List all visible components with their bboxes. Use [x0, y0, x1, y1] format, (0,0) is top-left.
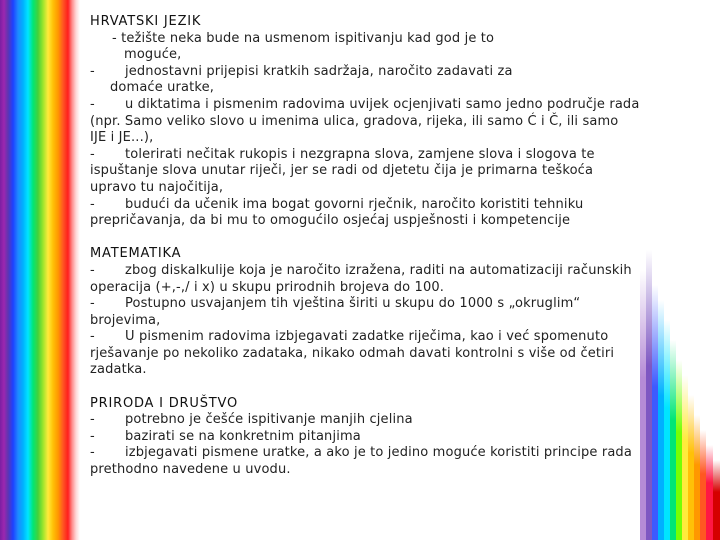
line-text: operacija (+,-,/ i x) u skupu prirodnih brojeva do 100.	[90, 279, 445, 295]
section-gap	[90, 379, 680, 396]
text-line	[90, 445, 680, 462]
section-title: PRIRODA I DRUŠTVO	[90, 395, 238, 411]
text-line	[90, 180, 680, 197]
bullet-dash: -	[90, 412, 95, 428]
bullet-dash: -	[90, 445, 95, 461]
bullet-dash: -	[90, 329, 95, 345]
line-text: jednostavni prijepisi kratkih sadržaja, naročito zadavati za	[125, 63, 513, 79]
line-text: zadatka.	[90, 362, 147, 378]
line-text: izbjegavati pismene uratke, a ako je to jedino moguće koristiti principe rada	[125, 445, 632, 461]
rainbow-bar	[713, 460, 720, 540]
line-text: domaće uratke,	[110, 80, 215, 96]
line-text: bazirati se na konkretnim pitanjima	[125, 428, 361, 444]
section-title: HRVATSKI JEZIK	[90, 14, 202, 29]
text-line	[90, 329, 680, 346]
line-text: IJE i JE...),	[90, 130, 154, 146]
bullet-dash: -	[90, 296, 95, 312]
line-text: upravo tu najočitija,	[90, 179, 224, 195]
text-line	[90, 130, 680, 147]
text-line	[90, 80, 680, 97]
line-text: budući da učenik ima bogat govorni rječnik, naročito koristiti tehniku	[125, 196, 584, 212]
bullet-dash: -	[90, 146, 95, 162]
line-text: ispuštanje slova unutar riječi, jer se radi od djetetu čija je primarna teškoća	[90, 163, 594, 179]
line-text: zbog diskalkulije koja je naročito izražena, raditi na automatizaciji računskih	[125, 262, 632, 278]
text-line	[90, 362, 680, 379]
line-text: brojevima,	[90, 312, 161, 328]
bullet-dash: -	[90, 196, 95, 212]
line-text: tolerirati nečitak rukopis i nezgrapna slova, zamjene slova i slogova te	[125, 146, 595, 162]
line-text: potrebno je češće ispitivanje manjih cjelina	[125, 412, 413, 428]
line-text: U pismenim radovima izbjegavati zadatke riječima, kao i već spomenuto	[125, 329, 609, 345]
text-line	[90, 31, 680, 48]
text-line	[90, 64, 680, 81]
section-gap	[90, 230, 680, 247]
line-text: prethodno navedene u uvodu.	[90, 462, 291, 478]
bullet-dash: -	[90, 428, 95, 444]
text-line	[90, 163, 680, 180]
text-line	[90, 429, 680, 446]
line-text: - težište neka bude na usmenom ispitivanju kad god je to	[112, 30, 495, 46]
line-text: prepričavanja, da bi mu to omogućilo osjećaj uspješnosti i kompetencije	[90, 213, 571, 229]
text-line	[90, 213, 680, 230]
text-line	[90, 263, 680, 280]
rainbow-bar	[706, 445, 713, 540]
section-title: MATEMATIKA	[90, 246, 182, 262]
text-line	[90, 296, 680, 313]
line-text: rješavanje po nekoliko zadataka, nikako odmah davati kontrolni s više od četiri	[90, 345, 615, 361]
text-line	[90, 346, 680, 363]
text-line	[90, 462, 680, 479]
line-text: (npr. Samo veliko slovo u imenima ulica, gradova, rijeka, ili samo Ć i Č, ili samo	[90, 113, 619, 129]
text-line	[90, 114, 680, 131]
line-text: moguće,	[124, 47, 182, 63]
bullet-dash: -	[90, 96, 95, 112]
document-body	[90, 14, 680, 479]
line-text: u diktatima i pismenim radovima uvijek ocjenjivati samo jedno područje rada	[125, 96, 640, 112]
text-line	[90, 197, 680, 214]
text-line	[90, 412, 680, 429]
text-line	[90, 47, 680, 64]
line-text: Postupno usvajanjem tih vještina širiti u skupu do 1000 s „okruglim“	[125, 296, 581, 312]
rainbow-stripes-left	[0, 0, 80, 540]
text-line	[90, 147, 680, 164]
text-line	[90, 280, 680, 297]
text-line	[90, 97, 680, 114]
bullet-dash: -	[90, 63, 95, 79]
text-line	[90, 313, 680, 330]
bullet-dash: -	[90, 262, 95, 278]
